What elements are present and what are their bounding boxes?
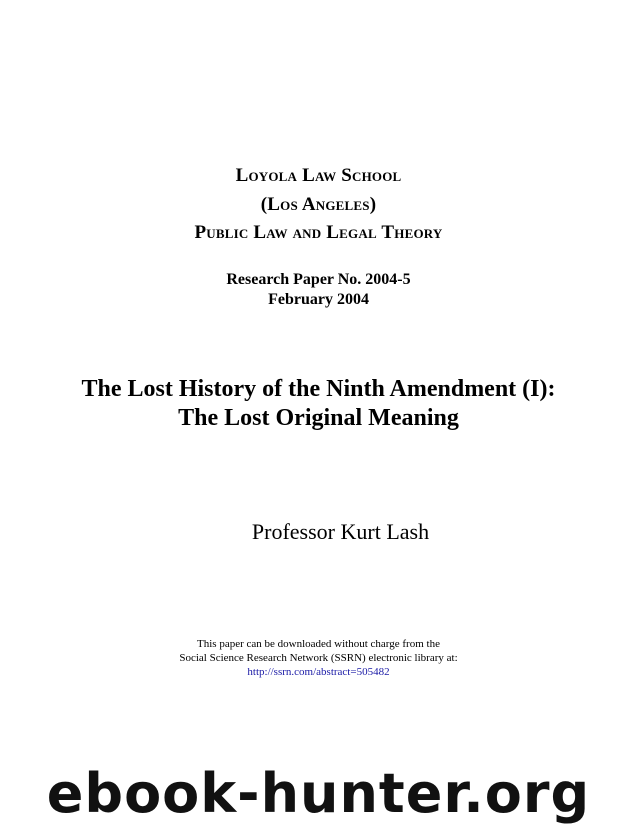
paper-title-line2: The Lost Original Meaning xyxy=(178,405,459,431)
research-paper-number: Research Paper No. 2004-5 xyxy=(226,271,411,288)
school-name: Loyola Law School xyxy=(235,165,402,186)
ssrn-link[interactable]: http://ssrn.com/abstract=505482 xyxy=(247,666,390,678)
paper-date: February 2004 xyxy=(268,291,369,308)
school-location: (Los Angeles) xyxy=(260,194,377,215)
watermark-text: ebook-hunter.org xyxy=(46,762,591,825)
author-name: Professor Kurt Lash xyxy=(251,519,430,544)
department-name: Public Law and Legal Theory xyxy=(194,222,443,243)
download-note-url-row xyxy=(0,666,637,678)
paper-title-line1: The Lost History of the Ninth Amendment (I): xyxy=(81,376,556,402)
download-note-line2: Social Science Research Network (SSRN) electronic library at: xyxy=(179,652,458,664)
download-note-line1: This paper can be downloaded without charge from the xyxy=(197,638,440,650)
